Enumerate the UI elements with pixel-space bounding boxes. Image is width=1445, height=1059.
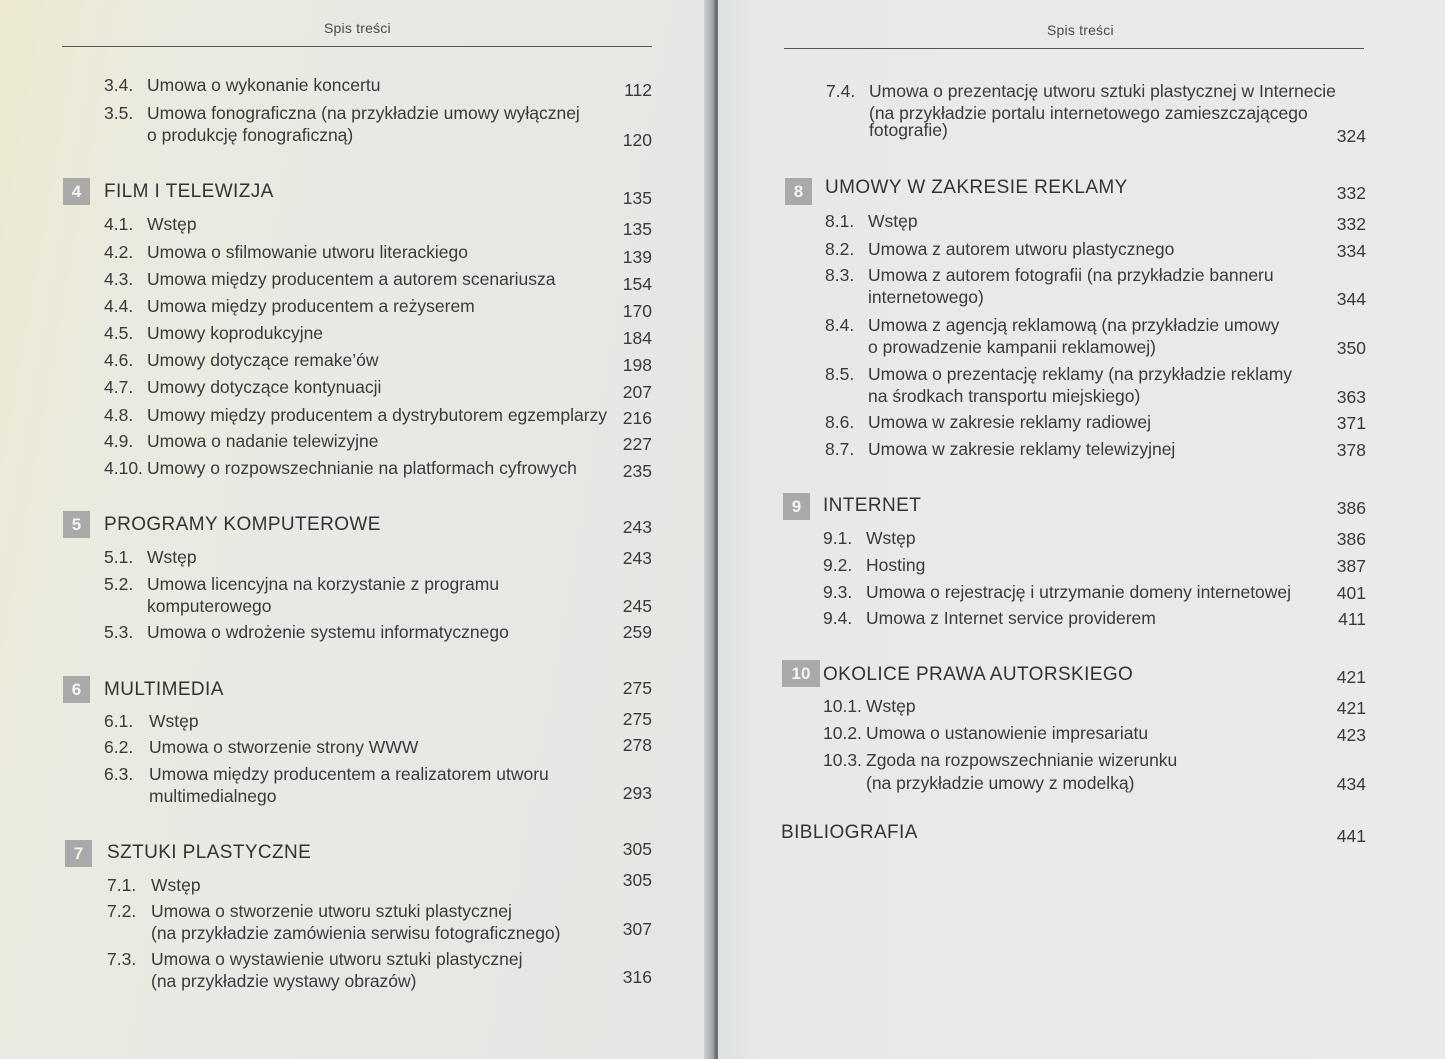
section-number: 4.4. [104, 296, 134, 316]
section-title: Wstęp [147, 214, 197, 234]
section-number: 5.3. [104, 622, 134, 642]
toc-entry-4-10[interactable] [104, 457, 577, 479]
section-title: Wstęp [866, 696, 916, 716]
toc-entry-9-2[interactable] [823, 554, 925, 576]
toc-entry-9-4[interactable] [823, 607, 1156, 629]
toc-entry-4-9[interactable] [104, 430, 379, 452]
toc-entry-9-1[interactable] [823, 527, 916, 549]
toc-entry-continuation: (na przykładzie portalu internetowego zamieszczającego [869, 103, 1308, 123]
section-number: 8.4. [825, 315, 855, 335]
section-title: Umowy dotyczące remake’ów [147, 350, 379, 370]
section-title: Umowa o wdrożenie systemu informatycznego [147, 622, 509, 642]
page-number: 216 [622, 408, 652, 428]
page-number: 316 [622, 967, 652, 987]
page-number: 386 [1336, 529, 1366, 549]
toc-entry-8-3[interactable] [825, 264, 1274, 286]
chapter-title-sztuki[interactable]: SZTUKI PLASTYCZNE [107, 842, 312, 863]
section-title: Umowa o sfilmowanie utworu literackiego [147, 242, 468, 262]
toc-entry-8-4[interactable] [825, 314, 1279, 336]
section-title: Umowa o rejestrację i utrzymanie domeny internetowej [866, 582, 1292, 602]
section-number: 8.2. [825, 239, 855, 259]
page-number: 245 [622, 596, 652, 616]
chapter-badge: 7 [65, 840, 92, 867]
toc-entry-continuation: o produkcję fonograficzną) [147, 125, 354, 145]
page-number: 135 [622, 188, 652, 208]
section-number: 4.3. [104, 269, 134, 289]
toc-entry-4-1[interactable] [104, 213, 197, 235]
section-number: 4.8. [104, 405, 134, 425]
toc-entry-4-3[interactable] [104, 268, 556, 290]
toc-entry-4-8[interactable] [104, 404, 607, 426]
toc-entry-4-2[interactable] [104, 241, 468, 263]
toc-entry-continuation: fotografie) [869, 120, 948, 140]
page-number: 184 [622, 328, 652, 348]
page-number: 198 [622, 355, 652, 375]
page-number: 170 [622, 301, 652, 321]
section-number: 10.3. [823, 750, 862, 770]
chapter-title-programy[interactable]: PROGRAMY KOMPUTEROWE [104, 514, 381, 535]
toc-entry-continuation: komputerowego [147, 596, 272, 616]
bibliography-title[interactable]: BIBLIOGRAFIA [781, 822, 918, 843]
section-title: Wstęp [866, 528, 916, 548]
toc-entry-6-2[interactable] [104, 736, 418, 758]
section-title: Zgoda na rozpowszechnianie wizerunku [866, 750, 1178, 770]
section-title: Umowa z autorem fotografii (na przykładzie banneru [868, 265, 1274, 285]
section-number: 3.5. [104, 103, 134, 123]
page-number: 363 [1336, 387, 1366, 407]
section-title: Umowa o prezentację reklamy (na przykładzie reklamy [868, 364, 1293, 384]
section-title: Umowa o wystawienie utworu sztuki plastycznej [151, 949, 523, 969]
toc-entry-8-1[interactable] [825, 210, 918, 232]
right-page [718, 0, 1445, 1059]
toc-entry-6-1[interactable] [104, 710, 199, 732]
toc-entry-continuation: internetowego) [868, 287, 984, 307]
page-number: 334 [1336, 241, 1366, 261]
toc-entry-continuation: (na przykładzie wystawy obrazów) [151, 971, 417, 991]
section-title: Umowa fonograficzna (na przykładzie umowy wyłącznej [147, 103, 580, 123]
chapter-badge: 8 [785, 178, 812, 205]
toc-entry-7-1[interactable] [107, 874, 201, 896]
section-title: Wstęp [868, 211, 918, 231]
toc-entry-4-7[interactable] [104, 376, 381, 398]
toc-entry-continuation: (na przykładzie zamówienia serwisu fotograficznego) [151, 923, 561, 943]
chapter-badge: 4 [63, 178, 90, 205]
section-number: 7.2. [107, 901, 137, 921]
toc-entry-8-6[interactable] [825, 411, 1151, 433]
toc-entry-5-2[interactable] [104, 573, 499, 595]
section-number: 7.3. [107, 949, 137, 969]
header-rule [62, 46, 652, 47]
section-title: Umowa o ustanowienie impresariatu [866, 723, 1149, 743]
toc-entry-continuation: o prowadzenie kampanii reklamowej) [868, 337, 1156, 357]
chapter-title-okolice[interactable]: OKOLICE PRAWA AUTORSKIEGO [823, 664, 1134, 685]
toc-entry-8-7[interactable] [825, 438, 1175, 460]
page-number: 112 [624, 80, 652, 100]
page-number: 434 [1336, 774, 1366, 794]
section-title: Umowa licencyjna na korzystanie z programu [147, 574, 500, 594]
toc-entry-8-5[interactable] [825, 363, 1292, 385]
section-number: 10.1. [823, 696, 862, 716]
running-head: Spis treści [1047, 22, 1114, 38]
page-number: 235 [622, 461, 652, 481]
page-number: 371 [1336, 413, 1366, 433]
toc-entry-7-3[interactable] [107, 948, 523, 970]
section-number: 3.4. [104, 75, 134, 95]
section-title: Umowa z autorem utworu plastycznego [868, 239, 1175, 259]
section-number: 6.1. [104, 711, 134, 731]
section-number: 9.2. [823, 555, 853, 575]
section-number: 4.10. [104, 458, 143, 478]
section-number: 9.1. [823, 528, 853, 548]
toc-entry-continuation: (na przykładzie umowy z modelką) [866, 773, 1135, 793]
section-number: 8.3. [825, 265, 855, 285]
section-title: Hosting [866, 555, 926, 575]
toc-entry-7-4[interactable] [826, 80, 1336, 102]
page-number: 378 [1336, 440, 1366, 460]
chapter-title-reklama[interactable]: UMOWY W ZAKRESIE REKLAMY [825, 177, 1128, 198]
page-number: 421 [1336, 667, 1366, 687]
section-title: Umowa o nadanie telewizyjne [147, 431, 379, 451]
section-title: Umowa między producentem a autorem scenariusza [147, 269, 556, 289]
chapter-title-multimedia[interactable]: MULTIMEDIA [104, 679, 224, 700]
section-number: 4.7. [104, 377, 134, 397]
section-number: 5.1. [104, 547, 134, 567]
section-number: 4.2. [104, 242, 134, 262]
section-number: 4.1. [104, 214, 134, 234]
page-number: 387 [1336, 556, 1366, 576]
toc-entry-8-2[interactable] [825, 238, 1174, 260]
page-number: 139 [622, 247, 652, 267]
section-number: 6.2. [104, 737, 134, 757]
section-number: 8.7. [825, 439, 855, 459]
section-number: 6.3. [104, 764, 134, 784]
section-title: Umowy o rozpowszechnianie na platformach cyfrowych [147, 458, 577, 478]
section-number: 5.2. [104, 574, 134, 594]
section-title: Umowa o prezentację utworu sztuki plastycznej w Internecie [869, 81, 1336, 101]
section-title: Umowa o wykonanie koncertu [147, 75, 381, 95]
running-head: Spis treści [324, 20, 391, 36]
page-number: 154 [622, 274, 652, 294]
toc-entry-10-3[interactable] [823, 749, 1177, 771]
page-number: 207 [622, 382, 652, 402]
section-number: 8.6. [825, 412, 855, 432]
page-number: 227 [622, 434, 652, 454]
section-title: Umowy koprodukcyjne [147, 323, 324, 343]
section-title: Umowa z Internet service providerem [866, 608, 1156, 628]
page-number: 411 [1338, 609, 1366, 629]
page-number: 243 [622, 517, 652, 537]
page-number: 332 [1336, 214, 1366, 234]
toc-entry-10-1[interactable] [823, 695, 916, 717]
chapter-title-internet[interactable]: INTERNET [823, 495, 922, 516]
section-title: Wstęp [151, 875, 201, 895]
toc-entry-3-5[interactable] [104, 102, 580, 124]
chapter-badge: 10 [782, 660, 820, 687]
page-number: 293 [622, 783, 652, 803]
page-number: 324 [1336, 126, 1366, 146]
section-title: Wstęp [147, 547, 197, 567]
page-number: 275 [622, 709, 652, 729]
toc-entry-5-3[interactable] [104, 621, 509, 643]
section-title: Wstęp [149, 711, 199, 731]
toc-entry-9-3[interactable] [823, 581, 1291, 603]
section-title: Umowa w zakresie reklamy radiowej [868, 412, 1151, 432]
section-title: Umowa o stworzenie utworu sztuki plastycznej [151, 901, 512, 921]
page-number: 243 [622, 548, 652, 568]
page-number: 307 [622, 919, 652, 939]
chapter-badge: 9 [783, 493, 810, 520]
section-number: 7.4. [826, 81, 856, 101]
section-title: Umowy między producentem a dystrybutorem egzemplarzy [147, 405, 608, 425]
page-number: 386 [1336, 498, 1366, 518]
toc-entry-4-4[interactable] [104, 295, 475, 317]
section-title: Umowa o stworzenie strony WWW [149, 737, 419, 757]
page-number: 120 [622, 130, 652, 150]
section-title: Umowa między producentem a realizatorem utworu [149, 764, 549, 784]
page-number: 305 [622, 870, 652, 890]
chapter-badge: 6 [63, 676, 90, 703]
chapter-title-film[interactable]: FILM I TELEWIZJA [104, 181, 274, 202]
toc-entry-6-3[interactable] [104, 763, 549, 785]
section-number: 4.6. [104, 350, 134, 370]
section-title: Umowa między producentem a reżyserem [147, 296, 475, 316]
section-number: 4.9. [104, 431, 134, 451]
toc-entry-continuation: multimedialnego [149, 786, 277, 806]
page-number: 423 [1336, 725, 1366, 745]
page-number: 305 [622, 839, 652, 859]
section-number: 8.5. [825, 364, 855, 384]
page-number: 278 [622, 735, 652, 755]
page-number: 275 [622, 678, 652, 698]
toc-entry-5-1[interactable] [104, 546, 197, 568]
section-title: Umowa w zakresie reklamy telewizyjnej [868, 439, 1176, 459]
section-number: 4.5. [104, 323, 134, 343]
toc-entry-4-6[interactable] [104, 349, 378, 371]
page-number: 344 [1336, 289, 1366, 309]
section-title: Umowy dotyczące kontynuacji [147, 377, 382, 397]
section-number: 9.4. [823, 608, 853, 628]
header-rule [784, 48, 1364, 49]
toc-entry-continuation: na środkach transportu miejskiego) [868, 386, 1141, 406]
page-number: 259 [622, 622, 652, 642]
section-number: 8.1. [825, 211, 855, 231]
page-number: 401 [1336, 583, 1366, 603]
page-number: 421 [1336, 698, 1366, 718]
toc-entry-4-5[interactable] [104, 322, 323, 344]
toc-entry-7-2[interactable] [107, 900, 512, 922]
left-page [0, 0, 712, 1059]
section-title: Umowa z agencją reklamową (na przykładzie umowy [868, 315, 1280, 335]
section-number: 9.3. [823, 582, 853, 602]
page-number: 350 [1336, 338, 1366, 358]
chapter-badge: 5 [63, 511, 90, 538]
toc-entry-10-2[interactable] [823, 722, 1148, 744]
section-number: 7.1. [107, 875, 137, 895]
page-number: 332 [1336, 183, 1366, 203]
page-number: 441 [1336, 826, 1366, 846]
section-number: 10.2. [823, 723, 862, 743]
page-number: 135 [622, 219, 652, 239]
toc-entry-3-4[interactable] [104, 74, 380, 96]
